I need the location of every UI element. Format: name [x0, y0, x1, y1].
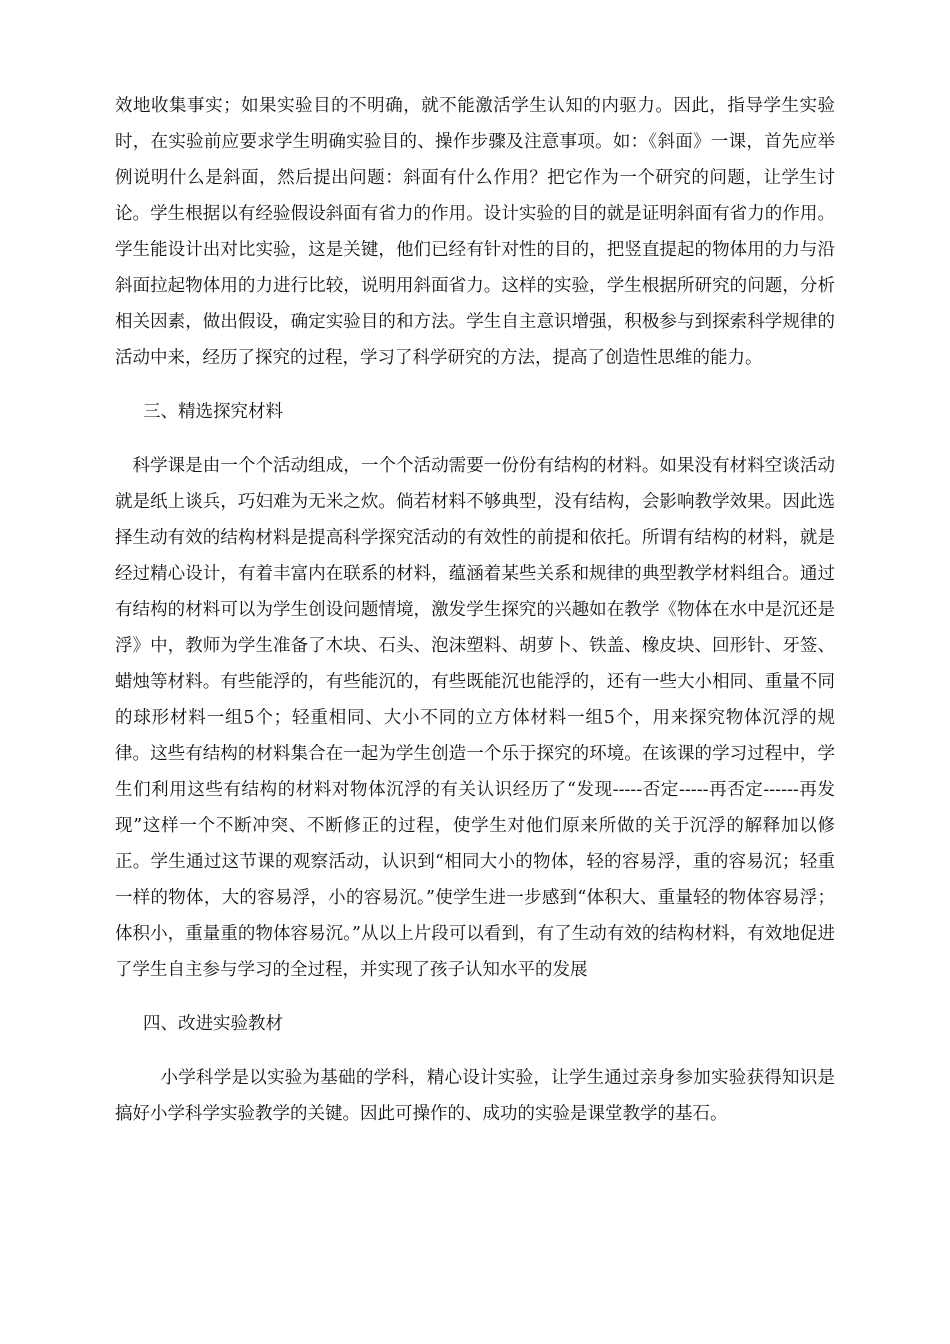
- section-heading-4: 四、改进实验教材: [143, 1014, 283, 1034]
- paragraph-continuation: 效地收集事实；如果实验目的不明确，就不能激活学生认知的内驱力。因此，指导学生实验时，在实验前应要求学生明确实验目的、操作步骤及注意事项。如：《斜面》一课，首先应举例说明什么是斜面，然后提出问题：斜面有什么作用？把它作为一个研究的问题，让学生讨论。学生根据以有经验假设斜面有省力的作用。设计实验的目的就是证明斜面有省力的作用。学生能设计出对比实验，这是关键，他们已经有针对性的目的，把竖直提起的物体用的力与沿斜面拉起物体用的力进行比较，说明用斜面省力。这样的实验，学生根据所研究的问题，分析相关因素，做出假设，确定实验目的和方法。学生自主意识增强，积极参与到探索科学规律的活动中来，经历了探究的过程，学习了科学研究的方法，提高了创造性思维的能力。: [115, 96, 835, 368]
- section-heading-3: 三、精选探究材料: [143, 402, 283, 422]
- paragraph-materials: 科学课是由一个个活动组成，一个个活动需要一份份有结构的材料。如果没有材料空谈活动就是纸上谈兵，巧妇难为无米之炊。倘若材料不够典型，没有结构，会影响教学效果。因此选择生动有效的结构材料是提高科学探究活动的有效性的前提和依托。所谓有结构的材料，就是经过精心设计，有着丰富内在联系的材料，蕴涵着某些关系和规律的典型教学材料组合。通过有结构的材料可以为学生创设问题情境，激发学生探究的兴趣如在教学《物体在水中是沉还是浮》中，教师为学生准备了木块、石头、泡沫塑料、胡萝卜、铁盖、橡皮块、回形针、牙签、蜡烛等材料。有些能浮的，有些能沉的，有些既能沉也能浮的，还有一些大小相同、重量不同的球形材料一组5个；轻重相同、大小不同的立方体材料一组5个，用来探究物体沉浮的规律。这些有结构的材料集合在一起为学生创造一个乐于探究的环境。在该课的学习过程中，学生们利用这些有结构的材料对物体沉浮的有关认识经历了“发现-----否定-----再否定------再发现”这样一个不断冲突、不断修正的过程，使学生对他们原来所做的关于沉浮的解释加以修正。学生通过这节课的观察活动，认识到“相同大小的物体，轻的容易浮，重的容易沉；轻重一样的物体，大的容易浮，小的容易沉。”使学生进一步感到“体积大、重量轻的物体容易浮；体积小，重量重的物体容易沉。”从以上片段可以看到，有了生动有效的结构材料，有效地促进了学生自主参与学习的全过程，并实现了孩子认知水平的发展: [115, 456, 835, 980]
- document-body: [115, 88, 835, 1132]
- paragraph-experiments: 小学科学是以实验为基础的学科，精心设计实验，让学生通过亲身参加实验获得知识是搞好小学科学实验教学的关键。因此可操作的、成功的实验是课堂教学的基石。: [115, 1068, 835, 1124]
